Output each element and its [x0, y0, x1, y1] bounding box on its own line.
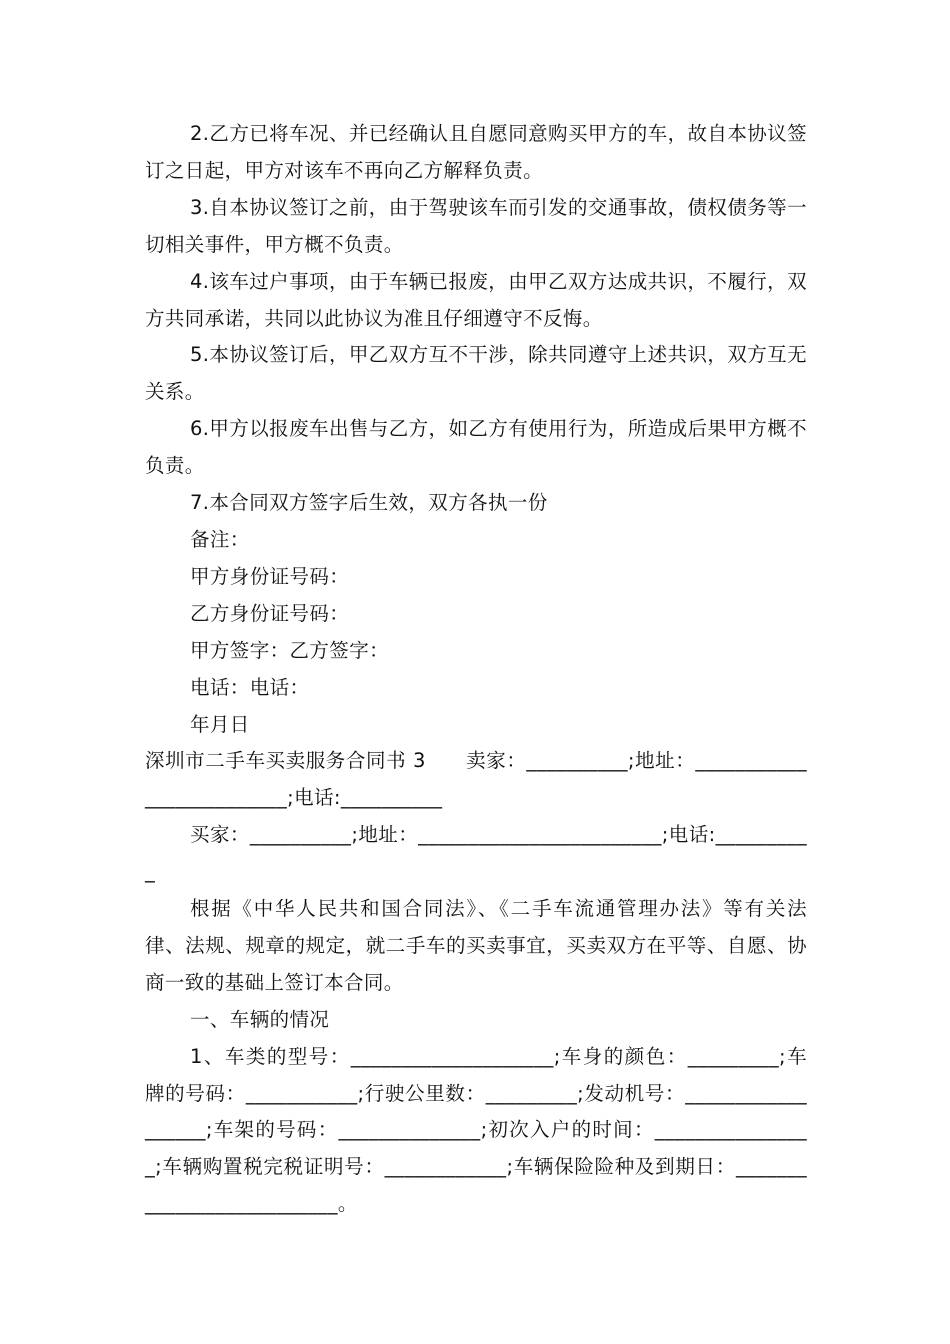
clause-4: 4.该车过户事项，由于车辆已报废，由甲乙双方达成共识，不履行，双方共同承诺，共同以此协议为准且仔细遵守不反悔。 — [145, 269, 807, 330]
signature-labels: 甲方签字：乙方签字： — [190, 638, 390, 662]
clause-7: 7.本合同双方签字后生效，双方各执一份 — [190, 491, 548, 515]
clause-5: 5.本协议签订后，甲乙双方互不干涉，除共同遵守上述共识，双方互无关系。 — [145, 343, 807, 404]
date-label: 年月日 — [190, 712, 250, 736]
clause-3: 3.自本协议签订之前，由于驾驶该车而引发的交通事故，债权债务等一切相关事件，甲方概不负责。 — [145, 195, 807, 256]
clause-2: 2.乙方已将车况、并已经确认且自愿同意购买甲方的车，故自本协议签订之日起，甲方对该车不再向乙方解释负责。 — [145, 122, 807, 182]
clause-6: 6.甲方以报废车出售与乙方，如乙方有使用行为，所造成后果甲方概不负责。 — [145, 417, 807, 478]
party-b-id-label: 乙方身份证号码： — [190, 601, 350, 625]
document-body — [145, 116, 807, 1223]
buyer-line: 买家：__________;地址：________________________;电话:__________ — [145, 823, 807, 884]
remarks-label: 备注： — [190, 527, 250, 551]
vehicle-details: 1、车类的型号：____________________;车身的颜色：_________;车牌的号码：___________;行驶公里数：_________;发动机号：__________________;车架的号码：______________;初次入户的时间：________________;车辆购置税完税证明号：____________;车辆保险险种及到期日：__________________________。 — [145, 1044, 807, 1216]
section-vehicle-heading: 一、车辆的情况 — [190, 1007, 330, 1031]
preamble: 根据《中华人民共和国合同法》、《二手车流通管理办法》等有关法律、法规、规章的规定，就二手车的买卖事宜，买卖双方在平等、自愿、协商一致的基础上签订本合同。 — [145, 897, 807, 994]
contract-title-seller-line: 深圳市二手车买卖服务合同书 3 卖家：__________;地址：_________________________;电话:__________ — [145, 749, 807, 810]
phone-labels: 电话：电话： — [190, 675, 310, 699]
party-a-id-label: 甲方身份证号码： — [190, 564, 350, 588]
